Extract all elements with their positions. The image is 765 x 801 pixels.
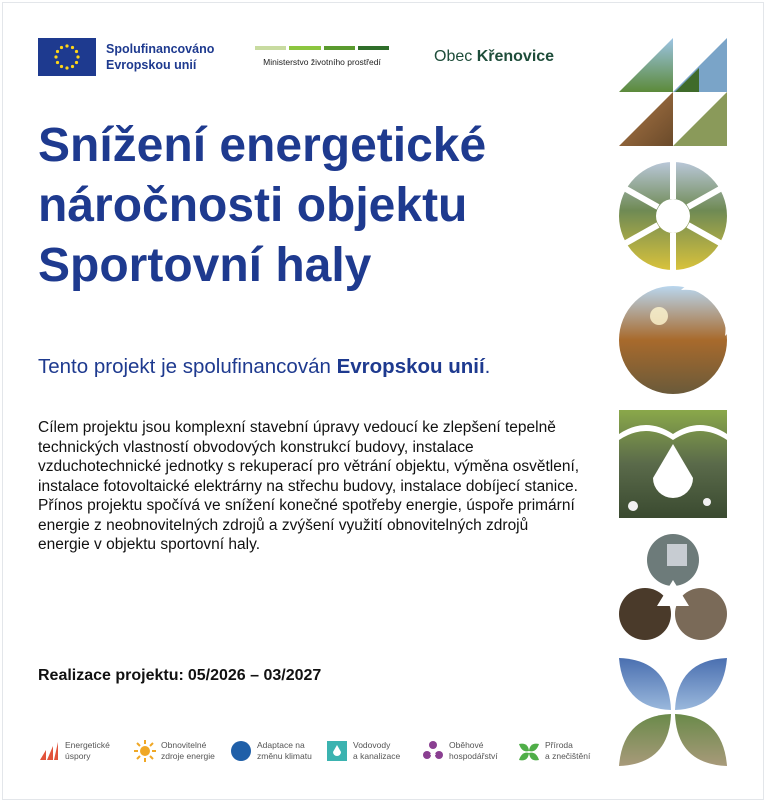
category-label-line: hospodářství [449,751,498,761]
category-label-line: Obnovitelné [161,740,207,750]
project-description: Cílem projektu jsou komplexní stavební úpravy vedoucí ke zlepšení tepelně technických vlastností obvodových konstrukcí budovy, instalace vzduchotechnické jednotky s rekuperací pro větrání objektu, výměna osvětlení, instalace fotovoltaické elektrárny na střechu budovy, instalace dobíjecí stanice. Přínos projektu spočívá ve snížení konečné spotřeby energie, úspoře primární energie z neobnovitelných zdrojů a zvýšení využití obnovitelných zdrojů energie v objektu sportovní haly. [38,419,580,553]
category-label-line: změnu klimatu [257,751,312,761]
title-line-2: náročnosti objektu [38,179,468,232]
category-climate [230,740,316,762]
renewable-sun-tile [619,162,727,270]
category-label-line: Energetické [65,740,110,750]
category-water [326,740,412,762]
water-icon [326,740,348,762]
decorative-photo-column [619,38,727,766]
category-circular [422,740,508,762]
water-tile [619,410,727,518]
project-timeline [38,667,321,685]
category-nature [518,740,604,762]
category-label-line: Oběhové [449,740,484,750]
renewable-sun-icon [134,740,156,762]
category-renewable [134,740,220,762]
cofinance-suffix: . [484,355,491,378]
eu-logo-line-1: Spolufinancováno [106,42,215,56]
category-icons [38,740,604,762]
category-label-line: a znečištění [545,751,591,761]
category-label-line: a kanalizace [353,751,401,761]
eu-logo-line-2: Evropskou unií [106,58,197,72]
nature-leaf-icon [518,740,540,762]
page-title [38,116,598,296]
climate-adaptation-icon [230,740,252,762]
municipality-name: Křenovice [476,48,555,65]
category-energy-savings [38,740,124,762]
category-label-line: zdroje energie [161,751,215,761]
cofinance-emphasis: Evropskou unií [336,355,485,378]
cofinance-text: Tento projekt je spolufinancován [38,355,337,378]
category-label-line: Příroda [545,740,573,750]
municipality-prefix: Obec [434,48,473,65]
ministry-color-bar [255,46,389,50]
cofinance-statement [38,355,490,379]
category-label-line: úspory [65,751,91,761]
timeline-label: Realizace projektu: [38,667,184,684]
circular-economy-tile [619,534,727,642]
eu-flag-icon [38,38,96,76]
title-line-3: Sportovní haly [38,239,372,292]
circular-economy-icon [422,740,444,762]
category-label-line: Vodovody [353,740,391,750]
nature-leaves-tile [619,658,727,766]
category-label-line: Adaptace na [257,740,305,750]
energy-triangles-tile [619,38,727,146]
ministry-logo [255,46,389,67]
eu-logo [38,38,214,76]
municipality-logo [434,48,554,66]
timeline-value: 05/2026 – 03/2027 [187,667,322,684]
ministry-name: Ministerstvo životního prostředí [263,57,381,67]
title-line-1: Snížení energetické [38,119,487,172]
climate-circle-tile [619,286,727,394]
energy-savings-icon [38,740,60,762]
eu-logo-text [106,41,214,73]
